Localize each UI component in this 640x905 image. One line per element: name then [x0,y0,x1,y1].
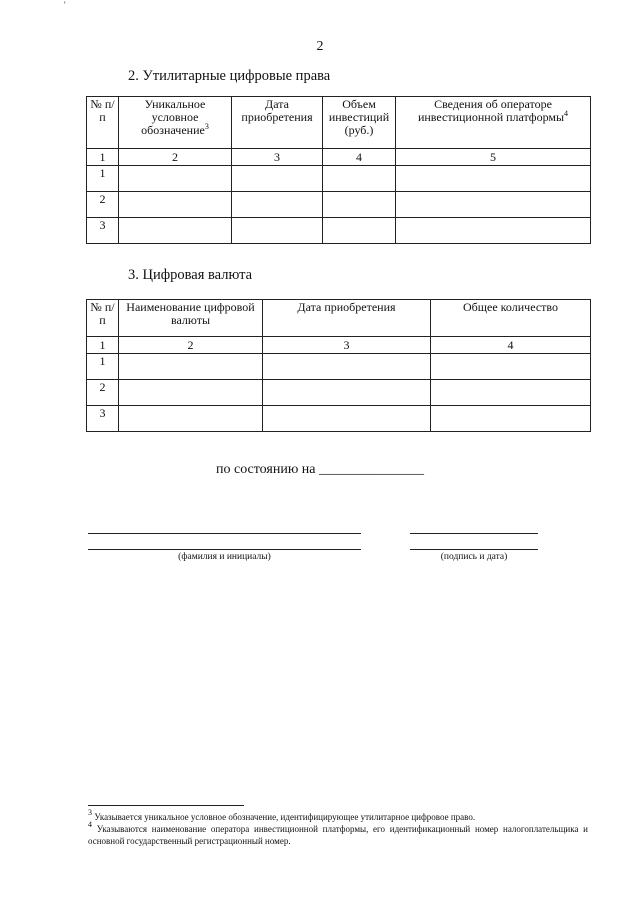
table-header-row [87,97,591,149]
table-cell[interactable] [323,166,396,192]
table-row [87,166,591,192]
header-cell: Общее количество [431,300,591,337]
name-line-2[interactable] [88,549,361,550]
table-cell[interactable] [323,192,396,218]
column-number: 4 [323,149,396,166]
table-cell[interactable] [431,406,591,432]
row-number: 1 [87,166,119,192]
header-cell: Дата приобретения [263,300,431,337]
header-cell: Объем инвестиций (руб.) [323,97,396,149]
column-number: 2 [119,337,263,354]
column-number: 2 [119,149,232,166]
column-number: 3 [263,337,431,354]
column-number: 5 [396,149,591,166]
table-cell[interactable] [119,354,263,380]
table-cell[interactable] [232,218,323,244]
table-cell[interactable] [263,380,431,406]
footnote-separator [88,805,244,806]
utilitarian-rights-table [86,96,591,244]
footnote-4: $^4$ Указываются наименование оператора инвестиционной платформы, его идентификационный номер налогоплательщика и основной государственный регистрационный номер. [88,820,588,846]
table-cell[interactable] [263,354,431,380]
table-cell[interactable] [119,192,232,218]
row-number: 2 [87,192,119,218]
table-cell[interactable] [323,218,396,244]
as-of-date-field[interactable]: _______________ [319,462,425,477]
footnote-3: $^3$ Указывается уникальное условное обозначение, идентифицирующее утилитарное цифровое право. [88,808,476,822]
header-cell: № п/п [87,300,119,337]
section-2-heading: 2. Утилитарные цифровые права [128,68,331,84]
header-cell: № п/п [87,97,119,149]
table-cell[interactable] [396,218,591,244]
column-number-row [87,149,591,166]
table-header-row [87,300,591,337]
row-number: 3 [87,218,119,244]
row-number: 3 [87,406,119,432]
name-line-1[interactable] [88,533,361,534]
header-cell: Уникальное условное обозначение$^3$ [119,97,232,149]
as-of-date-line [0,462,640,478]
header-cell: Дата приобретения [232,97,323,149]
table-row [87,406,591,432]
row-number: 2 [87,380,119,406]
section-3-heading: 3. Цифровая валюта [128,267,253,283]
table-cell[interactable] [119,166,232,192]
signature-line-2[interactable] [410,549,538,550]
row-number: 1 [87,354,119,380]
table-cell[interactable] [396,166,591,192]
table-row [87,218,591,244]
table-cell[interactable] [232,166,323,192]
table-cell[interactable] [431,380,591,406]
table-cell[interactable] [232,192,323,218]
as-of-label: по состоянию на [215,462,316,477]
signature-caption: (подпись и дата) [440,552,508,562]
table-cell[interactable] [263,406,431,432]
table-row [87,380,591,406]
table-row [87,354,591,380]
footnote-ref: 3 [204,122,209,131]
signature-line-1[interactable] [410,533,538,534]
page-number: 2 [316,39,324,54]
table-cell[interactable] [119,406,263,432]
table-cell[interactable] [119,218,232,244]
footnotes [88,808,588,847]
table-cell[interactable] [396,192,591,218]
digital-currency-table [86,299,591,432]
table-row [87,192,591,218]
table-cell[interactable] [431,354,591,380]
table-cell[interactable] [119,380,263,406]
column-number: 4 [431,337,591,354]
header-cell: Сведения об операторе инвестиционной платформы$^4$ [396,97,591,149]
footnote-ref: 4 [564,109,569,118]
header-cell: Наименование цифровой валюты [119,300,263,337]
corner-mark: ' [64,0,66,10]
name-caption: (фамилия и инициалы) [178,552,271,562]
column-number-row [87,337,591,354]
column-number: 3 [232,149,323,166]
column-number: 1 [87,337,119,354]
column-number: 1 [87,149,119,166]
